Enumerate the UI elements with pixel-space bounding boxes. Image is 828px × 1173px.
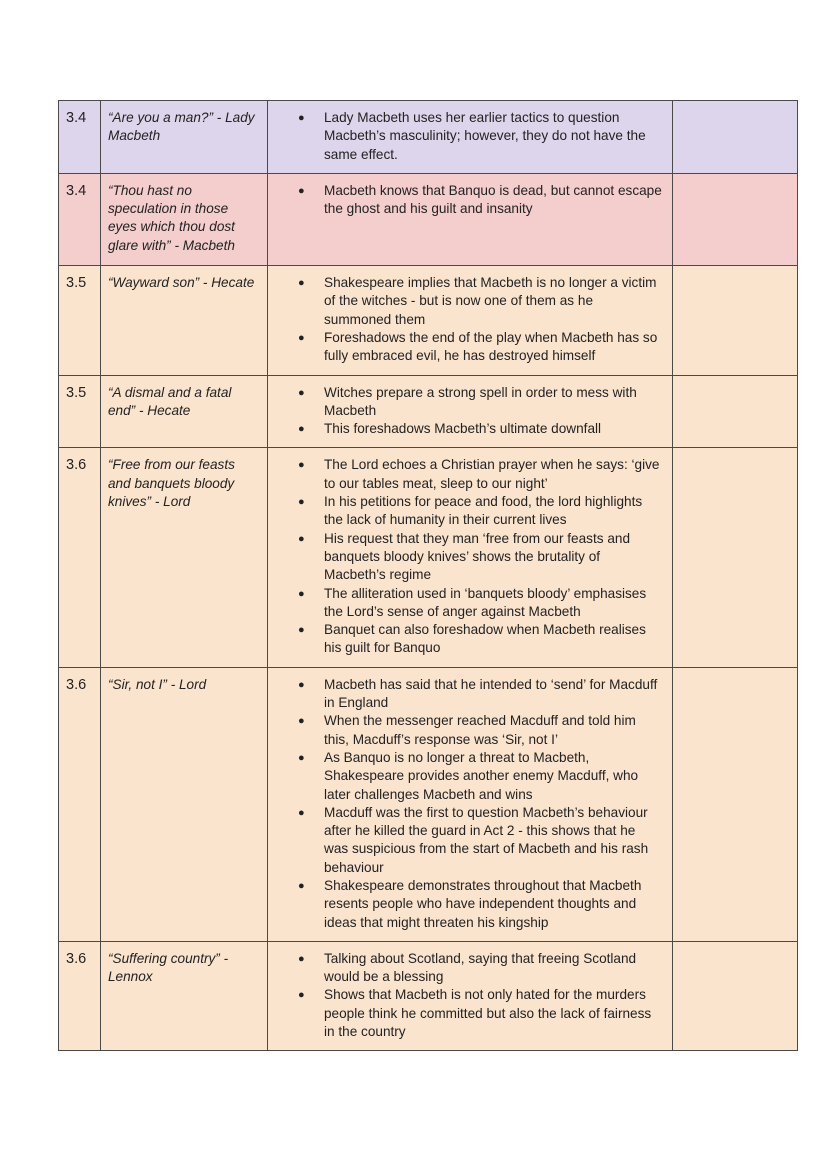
analysis-cell <box>268 266 673 375</box>
bullet-icon: ● <box>298 331 305 344</box>
quote-cell <box>101 941 268 1050</box>
scene-number: 3.6 <box>66 676 87 693</box>
analysis-cell <box>268 941 673 1050</box>
analysis-point: ● This foreshadows Macbeth’s ultimate downfall <box>268 420 662 438</box>
analysis-list <box>268 942 672 1050</box>
table-row <box>59 941 798 1050</box>
notes-cell <box>673 667 798 941</box>
analysis-point: ● Banquet can also foreshadow when Macbeth realises his guilt for Banquo <box>298 622 646 656</box>
analysis-point: ● Macbeth knows that Banquo is dead, but cannot escape the ghost and his guilt and insanity <box>298 182 662 217</box>
bullet-icon: ● <box>298 112 305 124</box>
notes-cell <box>673 448 798 667</box>
analysis-point: ● In his petitions for peace and food, the lord highlights the lack of humanity in their current lives <box>298 494 643 528</box>
bullet-icon: ● <box>298 532 305 545</box>
scene-number: 3.4 <box>66 110 87 126</box>
analysis-point: ● As Banquo is no longer a threat to Macbeth, Shakespeare provides another enemy Macduff, who later challenges Macbeth and wins <box>298 749 639 802</box>
bullet-icon: ● <box>298 751 305 764</box>
notes-cell <box>673 375 798 448</box>
analysis-list <box>268 174 672 228</box>
analysis-list <box>268 266 672 374</box>
analysis-point: ● Shakespeare demonstrates throughout that Macbeth resents people who have independent thoughts and ideas that might threaten his kingship <box>298 877 642 930</box>
scene-cell <box>59 173 101 265</box>
table-row <box>59 375 798 448</box>
quote-text: “Free from our feasts and banquets bloody knives” - Lord <box>108 457 235 510</box>
analysis-list <box>268 376 672 448</box>
analysis-list <box>268 101 672 173</box>
bullet-icon: ● <box>298 952 305 965</box>
scene-cell <box>59 667 101 941</box>
bullet-icon: ● <box>298 879 305 892</box>
notes-cell <box>673 941 798 1050</box>
table-row <box>59 266 798 375</box>
bullet-icon: ● <box>298 496 305 509</box>
analysis-list <box>268 668 672 941</box>
analysis-point: ● Foreshadows the end of the play when Macbeth has so fully embraced evil, he has destroyed himself <box>298 329 658 364</box>
bullet-icon: ● <box>298 989 305 1002</box>
analysis-point: ● Shows that Macbeth is not only hated for the murders people think he committed but also the lack of fairness in the country <box>298 987 652 1040</box>
scene-number: 3.6 <box>66 950 87 967</box>
analysis-cell <box>268 173 673 265</box>
quote-cell <box>101 667 268 941</box>
analysis-point: ● Shakespeare implies that Macbeth is no longer a victim of the witches - but is now one of them as he summoned them <box>298 275 657 327</box>
analysis-cell <box>268 101 673 174</box>
table-row <box>59 101 798 174</box>
bullet-icon: ● <box>298 587 305 600</box>
analysis-point: ● Lady Macbeth uses her earlier tactics to question Macbeth’s masculinity; however, they do not have the same effect. <box>298 110 646 162</box>
scene-number: 3.6 <box>66 457 87 474</box>
quote-cell <box>101 448 268 667</box>
notes-cell <box>673 173 798 265</box>
quotes-analysis-table <box>58 100 798 1051</box>
analysis-point: ● When the messenger reached Macduff and told him this, Macduff’s response was ‘Sir, not I’ <box>298 713 636 747</box>
analysis-point: ● The Lord echoes a Christian prayer when he says: ‘give to our tables meat, sleep to our night’ <box>298 457 660 491</box>
quote-cell <box>101 375 268 448</box>
quote-text: “Are you a man?” - Lady Macbeth <box>108 110 255 144</box>
analysis-cell <box>268 448 673 667</box>
analysis-point: ● Macduff was the first to question Macbeth’s behaviour after he killed the guard in Act 2 - this shows that he was suspicious from the start of Macbeth and his rash behaviour <box>298 804 649 875</box>
notes-cell <box>673 101 798 174</box>
table-row <box>59 667 798 941</box>
quote-text: “Thou hast no speculation in those eyes which thou dost glare with” - Macbeth <box>108 182 235 253</box>
bullet-icon: ● <box>298 386 305 399</box>
bullet-icon: ● <box>298 423 305 436</box>
table-row <box>59 173 798 265</box>
quote-text: “Wayward son” - Hecate <box>108 275 255 291</box>
bullet-icon: ● <box>298 806 305 819</box>
quote-text: “Sir, not I” - Lord <box>108 676 207 692</box>
notes-cell <box>673 266 798 375</box>
scene-cell <box>59 266 101 375</box>
analysis-cell <box>268 667 673 941</box>
bullet-icon: ● <box>298 459 305 472</box>
analysis-point: ● His request that they man ‘free from our feasts and banquets bloody knives’ shows the brutality of Macbeth’s regime <box>298 530 631 583</box>
scene-number: 3.5 <box>66 275 87 292</box>
quote-text: “A dismal and a fatal end” - Hecate <box>108 384 232 418</box>
scene-cell <box>59 941 101 1050</box>
bullet-icon: ● <box>298 715 305 728</box>
scene-number: 3.5 <box>66 384 87 401</box>
analysis-point: ● The alliteration used in ‘banquets bloody’ emphasises the Lord’s sense of anger against Macbeth <box>298 585 647 619</box>
quote-cell <box>101 173 268 265</box>
quote-cell <box>101 266 268 375</box>
quote-text: “Suffering country” - Lennox <box>108 950 229 985</box>
analysis-point: ● Talking about Scotland, saying that freeing Scotland would be a blessing <box>298 950 637 985</box>
bullet-icon: ● <box>298 624 305 637</box>
analysis-point: ● Witches prepare a strong spell in order to mess with Macbeth <box>298 384 637 418</box>
scene-cell <box>59 101 101 174</box>
scene-number: 3.4 <box>66 182 87 199</box>
analysis-point: ● Macbeth has said that he intended to ‘send’ for Macduff in England <box>298 676 658 711</box>
bullet-icon: ● <box>298 277 305 290</box>
quote-cell <box>101 101 268 174</box>
table-row <box>59 448 798 667</box>
scene-cell <box>59 448 101 667</box>
scene-cell <box>59 375 101 448</box>
bullet-icon: ● <box>298 184 305 197</box>
analysis-list <box>268 448 672 666</box>
bullet-icon: ● <box>298 678 305 691</box>
analysis-cell <box>268 375 673 448</box>
